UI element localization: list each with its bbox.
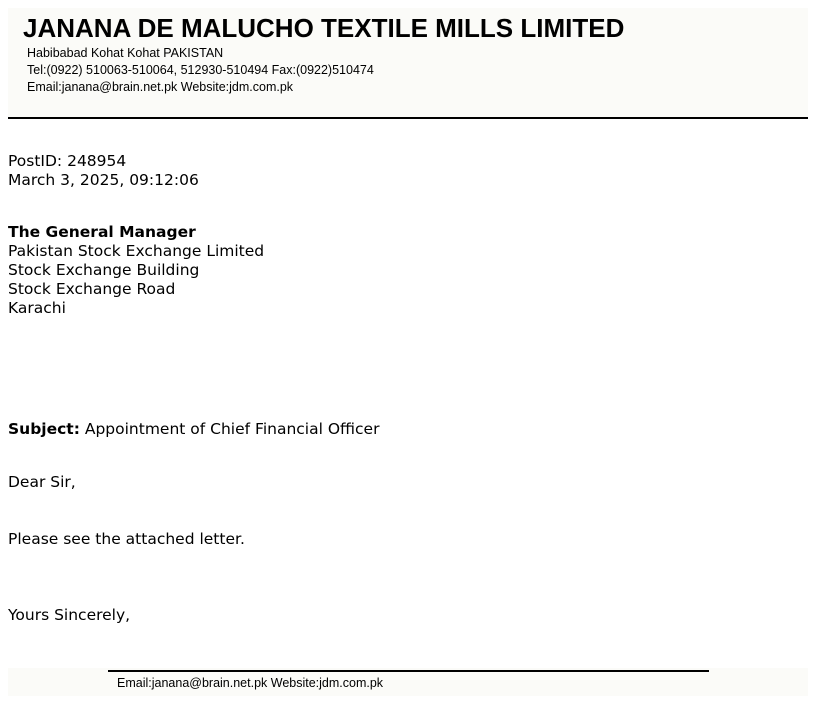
recipient-title: The General Manager xyxy=(8,223,196,241)
company-name: JANANA DE MALUCHO TEXTILE MILLS LIMITED xyxy=(23,13,625,43)
company-email-website: Email:janana@brain.net.pk Website:jdm.com.pk xyxy=(27,80,294,94)
subject-label: Subject: xyxy=(8,420,80,438)
recipient-road: Stock Exchange Road xyxy=(8,280,176,298)
message-body: Please see the attached letter. xyxy=(8,530,245,548)
footer-email-website: Email:janana@brain.net.pk Website:jdm.com.pk xyxy=(117,676,384,690)
company-address: Habibabad Kohat Kohat PAKISTAN xyxy=(27,46,224,60)
post-id: PostID: 248954 xyxy=(8,152,127,170)
recipient-organization: Pakistan Stock Exchange Limited xyxy=(8,242,265,260)
salutation: Dear Sir, xyxy=(8,473,76,491)
closing: Yours Sincerely, xyxy=(8,606,131,624)
recipient-building: Stock Exchange Building xyxy=(8,261,200,279)
recipient-city: Karachi xyxy=(8,299,66,317)
company-phone-fax: Tel:(0922) 510063-510064, 512930-510494 Fax:(0922)510474 xyxy=(27,63,374,77)
subject-text: Appointment of Chief Financial Officer xyxy=(84,420,380,438)
post-timestamp: March 3, 2025, 09:12:06 xyxy=(8,171,199,189)
subject-line xyxy=(8,420,379,439)
footer-divider xyxy=(108,670,709,672)
header-divider xyxy=(8,117,808,119)
